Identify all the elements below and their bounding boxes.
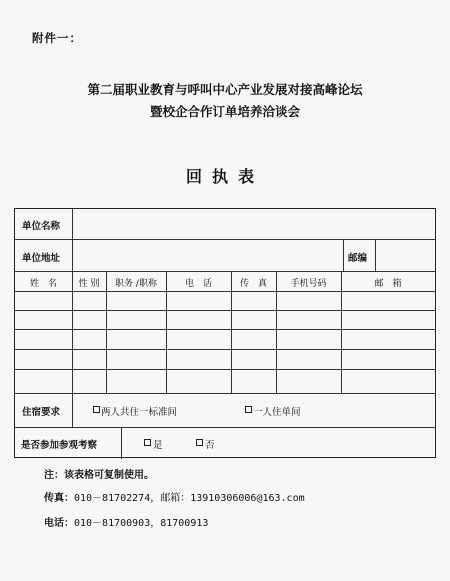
checkbox-single-room[interactable] (245, 406, 252, 413)
column-header-title: 职务 /职称 (115, 279, 157, 289)
option-shared-room: 两人共住一标准间 (101, 407, 178, 418)
accommodation-label: 住宿要求 (22, 407, 61, 418)
phone-label: 电话： (44, 518, 74, 529)
row-divider (15, 393, 435, 394)
column-divider (231, 271, 232, 393)
column-header-fax: 传 真 (239, 279, 267, 289)
copy-note: 注：该表格可复制使用。 (44, 470, 154, 481)
postcode-label: 邮编 (348, 253, 368, 264)
column-divider (72, 393, 73, 427)
option-visit-yes: 是 (153, 440, 163, 451)
column-divider (106, 271, 107, 393)
reply-form-table (14, 208, 436, 458)
column-header-email: 邮 箱 (374, 279, 402, 289)
document-title-line-1: 第二届职业教育与呼叫中心产业发展对接高峰论坛 (87, 82, 363, 97)
checkbox-shared-room[interactable] (93, 406, 100, 413)
column-divider (343, 240, 344, 271)
column-header-phone: 电 话 (184, 279, 212, 289)
unit-address-label: 单位地址 (22, 253, 61, 264)
row-divider (15, 310, 435, 311)
unit-name-label: 单位名称 (22, 221, 61, 232)
row-divider (15, 291, 435, 292)
checkbox-visit-yes[interactable] (144, 439, 151, 446)
attachment-label: 附件一： (32, 31, 82, 45)
column-divider (72, 271, 73, 393)
column-header-name: 姓 名 (29, 279, 57, 289)
column-divider (121, 427, 122, 459)
option-visit-no: 否 (205, 440, 215, 451)
checkbox-visit-no[interactable] (196, 439, 203, 446)
fax-email-value: 010－81702274，邮箱：13910306006@163.com (74, 493, 305, 504)
row-divider (15, 369, 435, 370)
phone-value: 010－81700903，81700913 (74, 518, 209, 529)
fax-email-line (44, 489, 305, 504)
row-divider (15, 271, 435, 272)
fax-label: 传真： (44, 493, 74, 504)
column-divider (375, 240, 376, 271)
column-divider (341, 271, 342, 393)
row-divider (15, 349, 435, 350)
column-header-gender: 性 别 (78, 279, 100, 289)
document-title-line-2: 暨校企合作订单培养洽谈会 (149, 104, 300, 119)
row-divider (15, 239, 435, 240)
phone-line (44, 514, 208, 529)
row-divider (15, 329, 435, 330)
option-single-room: 一人住单间 (253, 407, 301, 418)
column-divider (276, 271, 277, 393)
visit-label: 是否参加参观考察 (21, 440, 98, 451)
column-divider (166, 271, 167, 393)
row-divider (15, 427, 435, 428)
column-divider (72, 209, 73, 271)
form-title: 回执表 (185, 167, 264, 186)
column-header-mobile: 手机号码 (290, 279, 327, 289)
